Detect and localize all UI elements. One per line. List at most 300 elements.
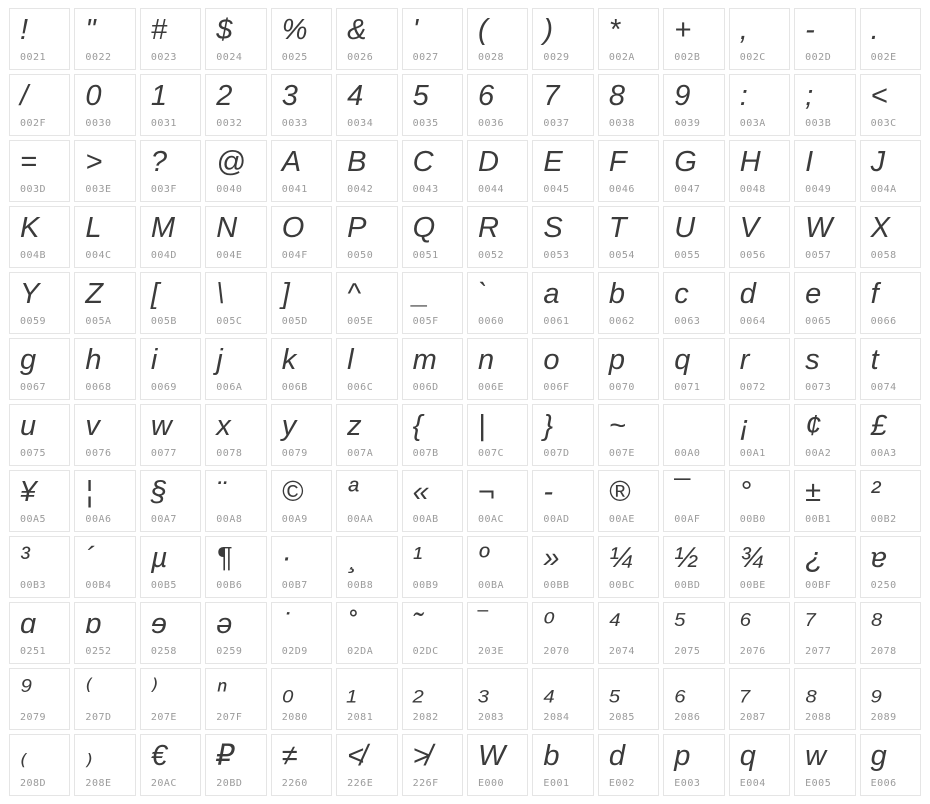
glyph-code: 00A7 xyxy=(150,514,177,525)
glyph-cell xyxy=(271,272,332,334)
glyph-code: 0021 xyxy=(20,52,47,63)
glyph-char: _ xyxy=(412,278,429,310)
glyph-cell xyxy=(794,668,855,730)
glyph-code: 005F xyxy=(412,316,439,327)
glyph-code: 2074 xyxy=(608,646,635,657)
glyph-cell xyxy=(598,338,659,400)
glyph-char: % xyxy=(281,14,308,46)
glyph-char: ₆ xyxy=(674,674,686,706)
glyph-cell xyxy=(205,272,266,334)
glyph-char: ; xyxy=(805,80,814,112)
glyph-code: 0079 xyxy=(281,448,308,459)
glyph-cell xyxy=(467,668,528,730)
glyph-cell xyxy=(336,602,397,664)
glyph-code: 0054 xyxy=(608,250,635,261)
glyph-cell xyxy=(598,470,659,532)
glyph-cell xyxy=(402,404,463,466)
glyph-code: 0075 xyxy=(20,448,47,459)
glyph-cell xyxy=(729,206,790,268)
glyph-char: q xyxy=(739,740,756,772)
glyph-char: ₅ xyxy=(608,674,621,706)
glyph-char: ¦ xyxy=(85,476,93,508)
glyph-cell xyxy=(663,74,724,136)
glyph-cell xyxy=(663,272,724,334)
glyph-char: ® xyxy=(608,476,631,508)
glyph-code: 0031 xyxy=(150,118,177,129)
glyph-code: 003A xyxy=(739,118,766,129)
glyph-cell xyxy=(271,8,332,70)
glyph-char: \ xyxy=(216,278,225,310)
glyph-char: ˙ xyxy=(281,608,292,640)
glyph-code: 00A5 xyxy=(20,514,47,525)
glyph-char: ə xyxy=(216,608,233,640)
glyph-code: 00B2 xyxy=(870,514,897,525)
glyph-cell xyxy=(860,404,921,466)
glyph-cell xyxy=(140,602,201,664)
glyph-code: 00A3 xyxy=(870,448,897,459)
glyph-cell xyxy=(663,734,724,796)
glyph-code: 0056 xyxy=(739,250,766,261)
glyph-code: 2079 xyxy=(20,712,47,723)
glyph-char: + xyxy=(674,14,692,46)
glyph-code: 0071 xyxy=(674,382,701,393)
glyph-char: ⁵ xyxy=(674,608,687,640)
glyph-cell xyxy=(532,272,593,334)
glyph-cell xyxy=(663,206,724,268)
glyph-cell xyxy=(9,140,70,202)
glyph-char: * xyxy=(608,14,621,46)
glyph-char: < xyxy=(870,80,888,112)
glyph-code: 0059 xyxy=(20,316,47,327)
glyph-cell xyxy=(271,206,332,268)
glyph-cell xyxy=(532,140,593,202)
glyph-cell xyxy=(140,404,201,466)
glyph-char: ¡ xyxy=(739,410,750,442)
glyph-code: 002D xyxy=(805,52,832,63)
glyph-cell xyxy=(402,602,463,664)
glyph-code: 007D xyxy=(543,448,570,459)
glyph-cell xyxy=(663,602,724,664)
glyph-cell xyxy=(794,404,855,466)
glyph-cell xyxy=(467,140,528,202)
glyph-char: p xyxy=(608,344,625,376)
glyph-code: 00B3 xyxy=(20,580,47,591)
glyph-cell xyxy=(205,338,266,400)
glyph-char: µ xyxy=(150,542,168,574)
glyph-cell xyxy=(140,668,201,730)
glyph-char: ( xyxy=(477,14,488,46)
glyph-code: 0027 xyxy=(412,52,439,63)
glyph-cell xyxy=(467,8,528,70)
glyph-char: - xyxy=(805,14,815,46)
glyph-cell xyxy=(271,602,332,664)
glyph-cell xyxy=(271,74,332,136)
glyph-char: ³ xyxy=(20,542,30,574)
glyph-char: G xyxy=(674,146,697,178)
glyph-code: 005B xyxy=(150,316,177,327)
glyph-cell xyxy=(467,470,528,532)
glyph-char: ! xyxy=(20,14,29,46)
glyph-char: [ xyxy=(150,278,159,310)
glyph-code: 00B9 xyxy=(412,580,439,591)
glyph-char: @ xyxy=(216,146,246,178)
glyph-char: B xyxy=(347,146,367,178)
glyph-cell xyxy=(598,8,659,70)
glyph-char: ¹ xyxy=(412,542,423,574)
glyph-cell xyxy=(729,404,790,466)
glyph-code: 0028 xyxy=(477,52,505,63)
glyph-cell xyxy=(532,536,593,598)
glyph-code: E002 xyxy=(608,778,635,789)
glyph-code: 0050 xyxy=(347,250,374,261)
glyph-char: ₁ xyxy=(347,674,357,706)
glyph-cell xyxy=(860,74,921,136)
glyph-cell xyxy=(336,74,397,136)
glyph-cell xyxy=(336,668,397,730)
glyph-cell xyxy=(532,734,593,796)
glyph-code: 2077 xyxy=(805,646,832,657)
glyph-char: Y xyxy=(20,278,40,310)
glyph-char: 1 xyxy=(150,80,167,112)
glyph-code: E001 xyxy=(543,778,570,789)
glyph-code: 002F xyxy=(20,118,47,129)
glyph-cell xyxy=(860,536,921,598)
glyph-cell xyxy=(9,8,70,70)
glyph-cell xyxy=(9,536,70,598)
glyph-code: 0053 xyxy=(543,250,570,261)
glyph-cell xyxy=(140,734,201,796)
glyph-cell xyxy=(663,536,724,598)
glyph-char: : xyxy=(739,80,748,112)
glyph-cell xyxy=(9,272,70,334)
glyph-cell xyxy=(663,470,724,532)
glyph-char: 4 xyxy=(347,80,364,112)
glyph-char: U xyxy=(674,212,696,244)
glyph-cell xyxy=(532,404,593,466)
glyph-char: ⁴ xyxy=(608,608,622,640)
glyph-cell xyxy=(532,338,593,400)
glyph-cell xyxy=(140,470,201,532)
glyph-cell xyxy=(74,602,135,664)
glyph-char: C xyxy=(412,146,434,178)
glyph-cell xyxy=(467,602,528,664)
glyph-char: r xyxy=(739,344,750,376)
glyph-cell xyxy=(205,8,266,70)
glyph-code: 00B8 xyxy=(347,580,374,591)
glyph-cell xyxy=(140,536,201,598)
glyph-cell xyxy=(402,206,463,268)
glyph-char: ₍ xyxy=(20,740,28,772)
glyph-code: 0063 xyxy=(674,316,701,327)
glyph-code: 0060 xyxy=(477,316,505,327)
glyph-char: · xyxy=(281,542,292,574)
glyph-code: 0077 xyxy=(150,448,177,459)
glyph-cell xyxy=(9,206,70,268)
glyph-cell xyxy=(794,602,855,664)
glyph-cell xyxy=(140,74,201,136)
glyph-cell xyxy=(467,734,528,796)
glyph-cell xyxy=(860,734,921,796)
glyph-cell xyxy=(532,74,593,136)
glyph-code: 00AC xyxy=(477,514,505,525)
glyph-cell xyxy=(663,140,724,202)
glyph-cell xyxy=(336,470,397,532)
glyph-cell xyxy=(336,404,397,466)
glyph-cell xyxy=(74,734,135,796)
glyph-code: 004C xyxy=(85,250,112,261)
glyph-cell xyxy=(271,668,332,730)
glyph-cell xyxy=(860,602,921,664)
glyph-cell xyxy=(9,74,70,136)
glyph-code: 004D xyxy=(150,250,177,261)
glyph-char: K xyxy=(20,212,40,244)
glyph-char: $ xyxy=(216,14,233,46)
glyph-code: 0258 xyxy=(150,646,177,657)
glyph-cell xyxy=(402,74,463,136)
glyph-cell xyxy=(205,140,266,202)
glyph-cell xyxy=(663,668,724,730)
glyph-char: a xyxy=(543,278,560,310)
glyph-code: 00B0 xyxy=(739,514,766,525)
glyph-code: 0029 xyxy=(543,52,570,63)
glyph-code: 226F xyxy=(412,778,439,789)
glyph-code: 02DC xyxy=(412,646,439,657)
glyph-cell xyxy=(663,404,724,466)
glyph-code: 207D xyxy=(85,712,112,723)
glyph-char: D xyxy=(477,146,499,178)
glyph-char: b xyxy=(608,278,625,310)
glyph-char: º xyxy=(477,542,489,574)
glyph-code: 2075 xyxy=(674,646,701,657)
glyph-code: 0252 xyxy=(85,646,112,657)
glyph-cell xyxy=(729,536,790,598)
glyph-cell xyxy=(598,668,659,730)
glyph-code: E000 xyxy=(477,778,505,789)
glyph-code: 0076 xyxy=(85,448,112,459)
glyph-code: 0067 xyxy=(20,382,47,393)
glyph-code: 002E xyxy=(870,52,897,63)
glyph-code: 0035 xyxy=(412,118,439,129)
glyph-char: ° xyxy=(739,476,752,508)
glyph-code: 2260 xyxy=(281,778,308,789)
glyph-cell xyxy=(598,140,659,202)
glyph-cell xyxy=(205,74,266,136)
glyph-code: 20BD xyxy=(216,778,243,789)
glyph-char: ¶ xyxy=(216,542,232,574)
glyph-code: 00AE xyxy=(608,514,635,525)
glyph-char: b xyxy=(543,740,560,772)
glyph-char: 0 xyxy=(85,80,102,112)
glyph-code: E003 xyxy=(674,778,701,789)
glyph-char: g xyxy=(870,740,887,772)
glyph-char: k xyxy=(281,344,297,376)
glyph-code: 00BD xyxy=(674,580,701,591)
glyph-code: 208E xyxy=(85,778,112,789)
glyph-code: 0250 xyxy=(870,580,897,591)
glyph-code: 0052 xyxy=(477,250,505,261)
glyph-cell xyxy=(402,140,463,202)
glyph-char: q xyxy=(674,344,691,376)
glyph-cell xyxy=(336,140,397,202)
glyph-char: v xyxy=(85,410,100,442)
glyph-cell xyxy=(336,8,397,70)
glyph-char: ˚ xyxy=(347,608,357,640)
glyph-code: 0048 xyxy=(739,184,766,195)
glyph-code: 0069 xyxy=(150,382,177,393)
glyph-code: 2087 xyxy=(739,712,766,723)
glyph-char: ₈ xyxy=(805,674,818,706)
glyph-cell xyxy=(271,470,332,532)
glyph-cell xyxy=(860,272,921,334)
glyph-char: z xyxy=(347,410,362,442)
glyph-char: t xyxy=(870,344,879,376)
glyph-code: 0074 xyxy=(870,382,897,393)
glyph-char: n xyxy=(477,344,495,376)
glyph-cell xyxy=(794,470,855,532)
glyph-char: ½ xyxy=(674,542,699,574)
glyph-char: . xyxy=(870,14,879,46)
glyph-code: 0042 xyxy=(347,184,374,195)
glyph-cell xyxy=(598,602,659,664)
glyph-code: E006 xyxy=(870,778,897,789)
glyph-char: } xyxy=(543,410,554,442)
glyph-cell xyxy=(794,734,855,796)
glyph-cell xyxy=(205,668,266,730)
glyph-char xyxy=(664,405,723,448)
glyph-char: ¾ xyxy=(739,542,764,574)
glyph-cell xyxy=(598,74,659,136)
glyph-cell xyxy=(402,272,463,334)
glyph-char: > xyxy=(85,146,103,178)
glyph-code: 2078 xyxy=(870,646,897,657)
glyph-cell xyxy=(467,404,528,466)
glyph-code: 0024 xyxy=(216,52,243,63)
glyph-code: 2086 xyxy=(674,712,701,723)
glyph-code: 203E xyxy=(477,646,505,657)
glyph-code: 2084 xyxy=(543,712,570,723)
glyph-cell xyxy=(402,734,463,796)
glyph-cell xyxy=(336,338,397,400)
glyph-char: W xyxy=(477,740,506,772)
glyph-cell xyxy=(140,8,201,70)
glyph-char: X xyxy=(870,212,890,244)
glyph-code: 00B7 xyxy=(281,580,308,591)
glyph-code: 003C xyxy=(870,118,897,129)
glyph-char: N xyxy=(216,212,238,244)
glyph-char: ≯ xyxy=(412,740,430,772)
glyph-char: w xyxy=(805,740,827,772)
glyph-code: 006F xyxy=(543,382,570,393)
glyph-code: 0041 xyxy=(281,184,308,195)
glyph-code: 0070 xyxy=(608,382,635,393)
glyph-code: 0030 xyxy=(85,118,112,129)
glyph-char: ¢ xyxy=(805,410,822,442)
glyph-cell xyxy=(532,8,593,70)
glyph-code: 208D xyxy=(20,778,47,789)
glyph-char: ₂ xyxy=(412,674,424,706)
glyph-code: 0062 xyxy=(608,316,635,327)
glyph-char: 6 xyxy=(477,80,495,112)
glyph-code: 00AA xyxy=(347,514,374,525)
glyph-code: 005E xyxy=(347,316,374,327)
glyph-code: 20AC xyxy=(150,778,177,789)
glyph-char: ≠ xyxy=(281,740,298,772)
glyph-cell xyxy=(9,602,70,664)
glyph-char: ˜ xyxy=(412,608,423,640)
glyph-code: 00BC xyxy=(608,580,635,591)
glyph-char: ´ xyxy=(85,542,96,574)
glyph-char: I xyxy=(805,146,814,178)
glyph-code: 0061 xyxy=(543,316,570,327)
glyph-code: 0038 xyxy=(608,118,635,129)
glyph-code: 0072 xyxy=(739,382,766,393)
glyph-cell xyxy=(729,338,790,400)
glyph-code: 003E xyxy=(85,184,112,195)
glyph-code: 005D xyxy=(281,316,308,327)
glyph-char: & xyxy=(347,14,367,46)
glyph-cell xyxy=(74,668,135,730)
glyph-cell xyxy=(271,338,332,400)
glyph-cell xyxy=(729,8,790,70)
glyph-code: 0066 xyxy=(870,316,897,327)
glyph-char: A xyxy=(281,146,302,178)
glyph-char: ₇ xyxy=(739,674,750,706)
glyph-code: 0033 xyxy=(281,118,308,129)
glyph-char: © xyxy=(281,476,304,508)
glyph-cell xyxy=(9,404,70,466)
glyph-cell xyxy=(336,272,397,334)
glyph-char: o xyxy=(543,344,560,376)
glyph-cell xyxy=(729,668,790,730)
glyph-code: 00A8 xyxy=(216,514,243,525)
glyph-code: 005A xyxy=(85,316,112,327)
glyph-cell xyxy=(729,470,790,532)
glyph-cell xyxy=(598,734,659,796)
glyph-char: # xyxy=(150,14,167,46)
glyph-cell xyxy=(402,338,463,400)
glyph-char: ± xyxy=(805,476,822,508)
glyph-code: 226E xyxy=(347,778,374,789)
glyph-code: 0026 xyxy=(347,52,374,63)
glyph-cell xyxy=(794,272,855,334)
glyph-code: 004E xyxy=(216,250,243,261)
glyph-code: 002B xyxy=(674,52,701,63)
glyph-code: 2083 xyxy=(477,712,505,723)
glyph-code: 006C xyxy=(347,382,374,393)
glyph-char: 7 xyxy=(543,80,560,112)
glyph-cell xyxy=(467,74,528,136)
glyph-cell xyxy=(532,470,593,532)
glyph-char: 3 xyxy=(281,80,298,112)
glyph-code: 002C xyxy=(739,52,766,63)
glyph-code: 0055 xyxy=(674,250,701,261)
glyph-cell xyxy=(729,734,790,796)
glyph-char: j xyxy=(216,344,223,376)
glyph-cell xyxy=(74,404,135,466)
glyph-char: - xyxy=(543,476,554,508)
glyph-cell xyxy=(74,536,135,598)
glyph-char: ) xyxy=(543,14,554,46)
glyph-char: , xyxy=(739,14,748,46)
glyph-char: « xyxy=(412,476,429,508)
glyph-char: ¿ xyxy=(805,542,823,574)
glyph-code: 0073 xyxy=(805,382,832,393)
glyph-cell xyxy=(663,338,724,400)
glyph-code: 0057 xyxy=(805,250,832,261)
glyph-code: 00AF xyxy=(674,514,701,525)
glyph-code: 00BF xyxy=(805,580,832,591)
glyph-code: 0039 xyxy=(674,118,701,129)
